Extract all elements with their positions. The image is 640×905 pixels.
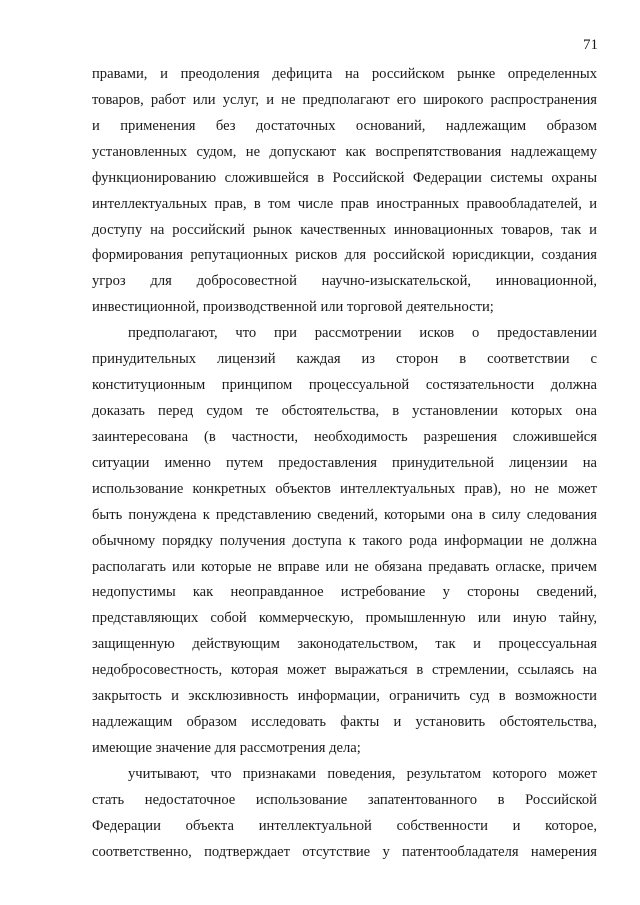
text-line: надлежащим образом исследовать факты и установить обстоятельства, [92, 714, 597, 731]
page-number: 71 [583, 37, 598, 53]
text-line: доказать перед судом те обстоятельства, в установлении которых она [92, 402, 597, 419]
text-line: правами, и преодоления дефицита на российском рынке определенных [92, 66, 597, 82]
text-line: использование конкретных объектов интеллектуальных прав), но не может [92, 480, 597, 497]
text-line: формирования репутационных рисков для российской юрисдикции, создания [92, 247, 597, 264]
paragraph-first-line: предполагают, что при рассмотрении исков о предоставлении [128, 325, 597, 342]
text-line: недопустимы как неоправданное истребование у стороны сведений, [92, 584, 597, 601]
text-line: стать недостаточное использование запатентованного в Российской [92, 791, 597, 808]
text-line: имеющие значение для рассмотрения дела; [92, 739, 361, 756]
text-line: установленных судом, не допускают как воспрепятствования надлежащему [92, 143, 597, 160]
text-line: товаров, работ или услуг, и не предполагают его широкого распространения [92, 91, 597, 108]
text-line: ситуации именно путем предоставления принудительной лицензии на [92, 454, 597, 471]
text-line: принудительных лицензий каждая из сторон в соответствии с [92, 351, 597, 368]
text-line: Федерации объекта интеллектуальной собственности и которое, [92, 817, 597, 834]
text-line: соответственно, подтверждает отсутствие у патентообладателя намерения [92, 843, 597, 860]
text-line: и применения без достаточных оснований, надлежащим образом [92, 117, 597, 134]
text-line: угроз для добросовестной научно-изыскательской, инновационной, [92, 273, 597, 290]
text-line: располагать или которые не вправе или не обязана предавать огласке, причем [92, 558, 597, 575]
text-line: обычному порядку получения доступа к такого рода информации не должна [92, 532, 597, 549]
text-line: инвестиционной, производственной или торговой деятельности; [92, 299, 494, 316]
text-line: интеллектуальных прав, в том числе прав иностранных правообладателей, и [92, 195, 597, 212]
text-line: представляющих собой коммерческую, промышленную или иную тайну, [92, 610, 597, 627]
text-line: доступу на российский рынок качественных инновационных товаров, так и [92, 221, 597, 238]
text-line: быть понуждена к представлению сведений, которыми она в силу следования [92, 506, 597, 523]
text-line: функционированию сложившейся в Российской Федерации системы охраны [92, 169, 597, 186]
text-line: защищенную действующим законодательством, так и процессуальная [92, 636, 597, 653]
body-text [92, 62, 597, 866]
text-line: конституционным принципом процессуальной состязательности должна [92, 377, 597, 394]
text-line: заинтересована (в частности, необходимость разрешения сложившейся [92, 428, 597, 445]
text-line: закрытость и эксклюзивность информации, ограничить суд в возможности [92, 688, 597, 705]
paragraph-first-line: учитывают, что признаками поведения, результатом которого может [128, 765, 597, 782]
text-line: недобросовестность, которая может выражаться в стремлении, ссылаясь на [92, 662, 597, 679]
